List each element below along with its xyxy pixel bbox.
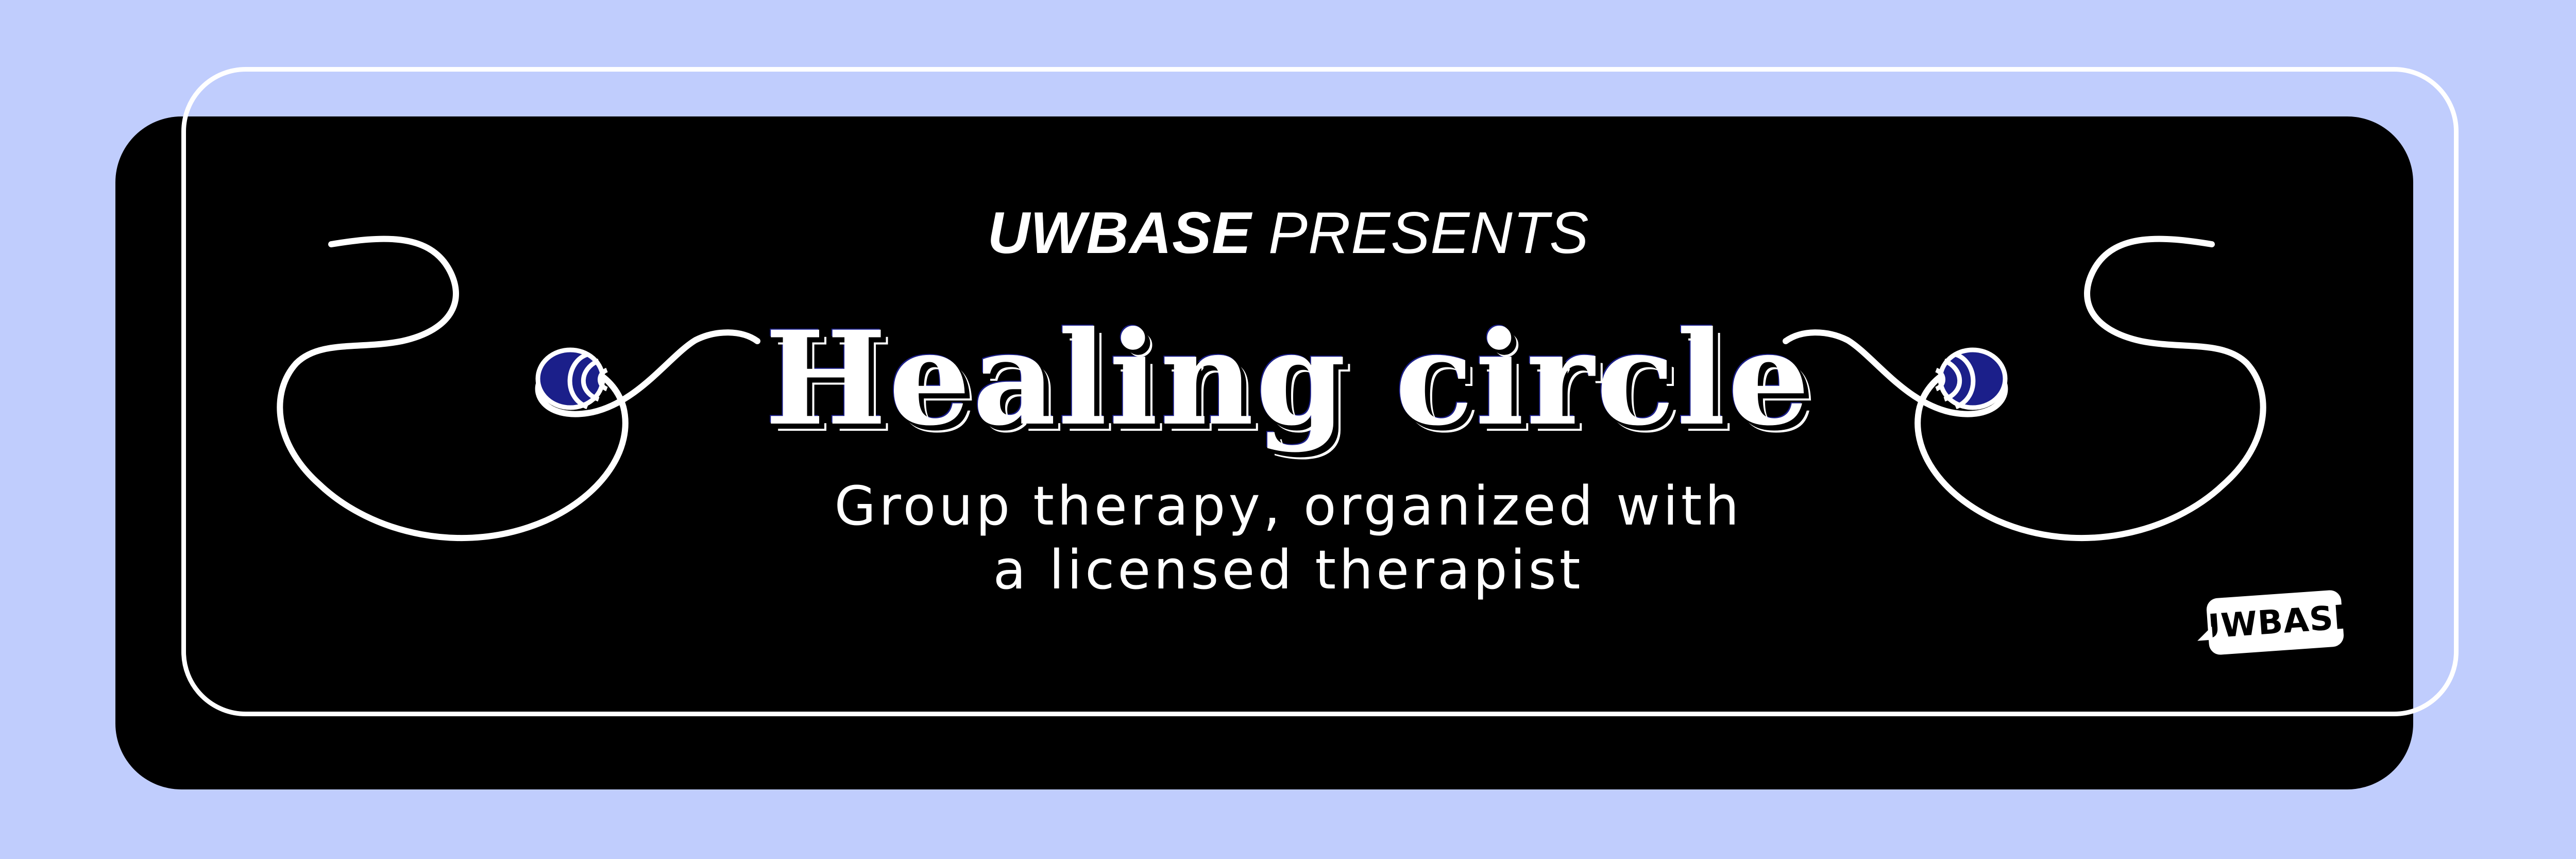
subtitle: [0, 474, 2576, 602]
badge-label: UWBASE: [2192, 598, 2358, 647]
presents-word: PRESENTS: [1268, 200, 1589, 266]
subtitle-line-2: a licensed therapist: [993, 538, 1584, 601]
page-title: Healing circle: [765, 302, 1812, 454]
uwbase-badge: [2192, 589, 2358, 655]
presents-brand: UWBASE: [987, 200, 1252, 266]
subtitle-line-1: Group therapy, organized with: [834, 475, 1742, 537]
presents-heading: [0, 195, 2576, 272]
